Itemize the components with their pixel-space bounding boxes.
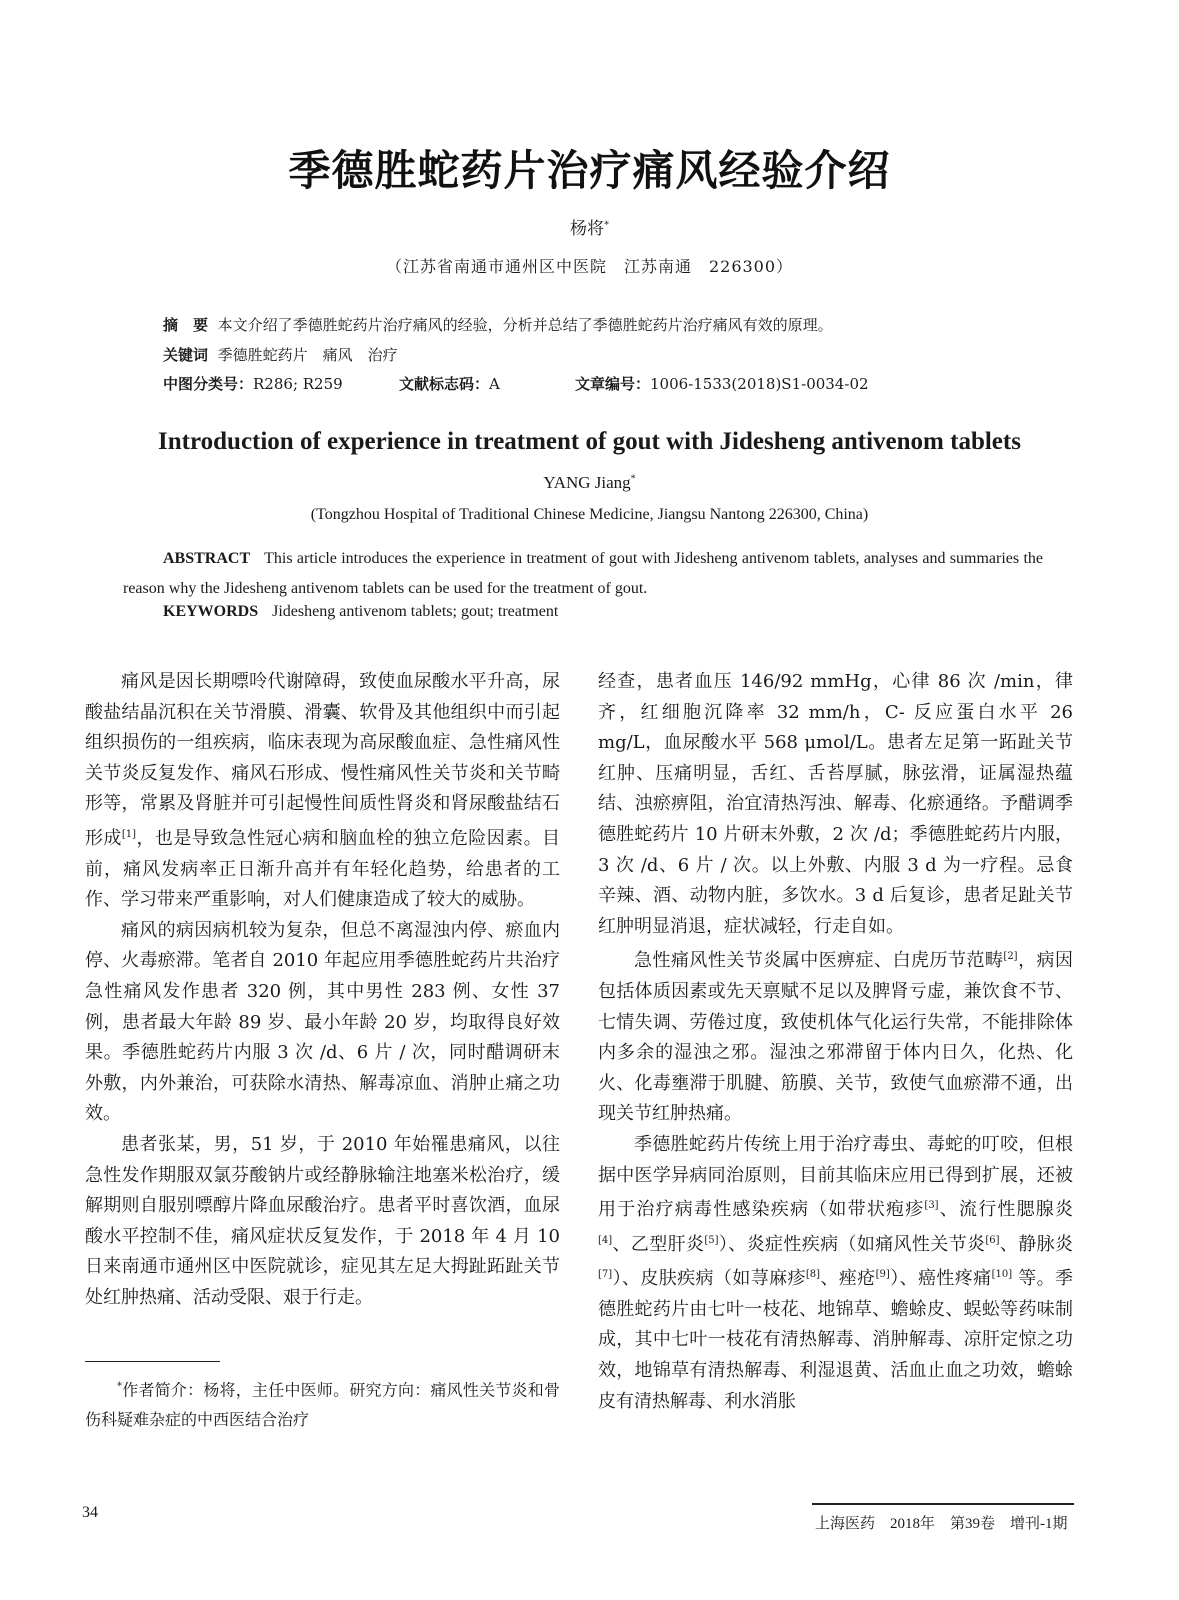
article-title-en: Introduction of experience in treatment of gout with Jidesheng antivenom tablets — [158, 428, 1021, 455]
citation-ref[interactable]: [4] — [598, 1234, 613, 1246]
affiliation-cn: （江苏省南通市通州区中医院 江苏南通 226300） — [385, 257, 794, 276]
body-paragraph: 痛风的病因病机较为复杂，但总不离湿浊内停、瘀血内停、火毒瘀滞。笔者自 2010 年起应用季德胜蛇药片共治疗急性痛风发作患者 320 例，其中男性 283 例、女性 37 例，患者最大年龄 89 岁、最小年龄 20 岁，均取得良好效果。季德胜蛇药片内服 3 次 /d、6 片 / 次，同时醋调研末外敷，内外兼治，可获除水清热、解毒凉血、消肿止痛之功效。 — [85, 919, 560, 1125]
citation-ref[interactable]: [5] — [704, 1234, 719, 1246]
footnote-text: 作者简介：杨将，主任中医师。研究方向：痛风性关节炎和骨伤科疑难杂症的中西医结合治疗 — [85, 1380, 560, 1430]
keywords-cn-label: 关键词 — [163, 346, 209, 364]
abstract-cn — [163, 314, 833, 335]
author-en-footnote-mark: * — [630, 473, 636, 485]
paragraph-text: 、流行性腮腺炎 — [938, 1199, 1074, 1221]
keywords-cn — [163, 344, 398, 365]
citation-ref[interactable]: [1] — [121, 828, 137, 840]
abstract-cn-label: 摘 要 — [163, 316, 209, 334]
citation-ref[interactable]: [8] — [805, 1269, 821, 1281]
paragraph-text: 、痤疮 — [820, 1268, 876, 1290]
abstract-cn-text: 本文介绍了季德胜蛇药片治疗痛风的经验，分析并总结了季德胜蛇药片治疗痛风有效的原理。 — [217, 316, 833, 334]
page-number: 34 — [82, 1504, 98, 1521]
body-paragraph — [598, 1130, 1073, 1417]
doc-code-value: A — [489, 375, 500, 393]
citation-ref[interactable]: [10] — [991, 1269, 1013, 1281]
paragraph-text: ）、癌性疼痛 — [889, 1268, 992, 1290]
journal-divider — [812, 1503, 1074, 1505]
author-en — [0, 473, 1179, 493]
paragraph-text: ）、炎症性疾病（如痛风性关节炎 — [718, 1233, 986, 1255]
citation-ref[interactable]: [9] — [875, 1269, 890, 1281]
keywords-en-label: KEYWORDS — [163, 603, 259, 620]
keywords-en — [163, 603, 558, 621]
doc-code-label: 文献标志码： — [399, 375, 490, 393]
classification-line — [163, 373, 1063, 394]
body-column-right — [598, 667, 1073, 1417]
author-name-en: YANG Jiang — [543, 473, 631, 492]
article-no-label: 文章编号： — [575, 375, 651, 393]
paragraph-text: 等。季德胜蛇药片由七叶一枝花、地锦草、蟾蜍皮、蜈蚣等药味制成，其中七叶一枝花有清热解毒、消肿解毒、凉肝定惊之功效，地锦草有清热解毒、利湿退黄、活血止血之功效，蟾蜍皮有清热解毒、利水消胀 — [598, 1268, 1074, 1412]
author-footnote — [85, 1372, 560, 1435]
paragraph-text: 、乙型肝炎 — [612, 1233, 705, 1255]
abstract-en-label: ABSTRACT — [163, 550, 251, 567]
body-paragraph: 经查，患者血压 146/92 mmHg，心律 86 次 /min，律齐，红细胞沉降率 32 mm/h，C- 反应蛋白水平 26 mg/L，血尿酸水平 568 μmol/L。患者左足第一跖趾关节红肿、压痛明显，舌红、舌苔厚腻，脉弦滑，证属湿热蕴结、浊瘀痹阻，治宜清热泻浊、解毒、化瘀通络。予醋调季德胜蛇药片 10 片研末外敷，2 次 /d；季德胜蛇药片内服，3 次 /d、6 片 / 次。以上外敷、内服 3 d 为一疗程。忌食辛辣、酒、动物内脏，多饮水。3 d 后复诊，患者足趾关节红肿明显消退，症状减轻，行走自如。 — [598, 671, 1073, 937]
citation-ref[interactable]: [3] — [924, 1200, 939, 1212]
author-cn — [0, 214, 1179, 239]
footnote-mark: * — [117, 1381, 122, 1392]
paragraph-text: ，也是导致急性冠心病和脑血栓的独立危险因素。目前，痛风发病率正日渐升高并有年轻化趋势，给患者的工作、学习带来严重影响，对人们健康造成了较大的威胁。 — [85, 827, 561, 911]
paragraph-text: 、静脉炎 — [999, 1233, 1074, 1255]
body-paragraph — [85, 667, 560, 916]
author-name-cn: 杨将 — [570, 219, 604, 239]
article-title-cn: 季德胜蛇药片治疗痛风经验介绍 — [288, 146, 891, 195]
abstract-en — [123, 544, 1043, 604]
abstract-en-text: This article introduces the experience in treatment of gout with Jidesheng antivenom tablets, analyses and summaries the reason why the Jidesheng antivenom tablets can be used for the treatment of gout. — [123, 550, 1043, 597]
footnote-divider — [85, 1361, 220, 1362]
citation-ref[interactable]: [2] — [1003, 951, 1018, 963]
paragraph-text: 季德胜蛇药片传统上用于治疗毒虫、毒蛇的叮咬，但根据中医学异病同治原则，目前其临床应用已得到扩展，还被用于治疗病毒性感染疾病（如带状疱疹 — [598, 1133, 1073, 1221]
paragraph-text: ）、皮肤疾病（如荨麻疹 — [612, 1268, 806, 1290]
citation-ref[interactable]: [6] — [985, 1234, 1000, 1246]
paragraph-text: ，病因包括体质因素或先天禀赋不足以及脾肾亏虚，兼饮食不节、七情失调、劳倦过度，致使机体气化运行失常，不能排除体内多余的湿浊之邪。湿浊之邪滞留于体内日久，化热、化火、化毒壅滞于肌腱、筋膜、关节，致使气血瘀滞不通，出现关节红肿热痛。 — [598, 950, 1074, 1125]
author-footnote-mark: * — [604, 219, 609, 231]
citation-ref[interactable]: [7] — [598, 1269, 613, 1281]
body-paragraph: 患者张某，男，51 岁，于 2010 年始罹患痛风，以往急性发作期服双氯芬酸钠片或经静脉输注地塞米松治疗，缓解期则自服别嘌醇片降血尿酸治疗。患者平时喜饮酒，血尿酸水平控制不佳，痛风症状反复发作，于 2018 年 4 月 10 日来南通市通州区中医院就诊，症见其左足大拇趾跖趾关节处红肿热痛、活动受限、艰于行走。 — [85, 1133, 560, 1308]
article-no-value: 1006-1533(2018)S1-0034-02 — [650, 375, 869, 393]
paragraph-text: 急性痛风性关节炎属中医痹症、白虎历节范畴 — [634, 950, 1004, 972]
keywords-en-text: Jidesheng antivenom tablets; gout; treatment — [272, 603, 559, 620]
affiliation-en: (Tongzhou Hospital of Traditional Chinese Medicine, Jiangsu Nantong 226300, China) — [310, 506, 869, 523]
clc-label: 中图分类号： — [163, 375, 254, 393]
clc-value: R286; R259 — [253, 375, 343, 393]
body-column-left — [85, 667, 560, 1313]
journal-info: 上海医药 2018年 第39卷 增刊-1期 — [815, 1516, 1068, 1532]
body-paragraph — [598, 942, 1073, 1130]
paragraph-text: 痛风是因长期嘌呤代谢障碍，致使血尿酸水平升高，尿酸盐结晶沉积在关节滑膜、滑囊、软骨及其他组织中而引起组织损伤的一组疾病，临床表现为高尿酸血症、急性痛风性关节炎反复发作、痛风石形成、慢性痛风性关节炎和关节畸形等，常累及肾脏并可引起慢性间质性肾炎和肾尿酸盐结石形成 — [85, 671, 560, 849]
keywords-cn-text: 季德胜蛇药片 痛风 治疗 — [217, 346, 398, 364]
